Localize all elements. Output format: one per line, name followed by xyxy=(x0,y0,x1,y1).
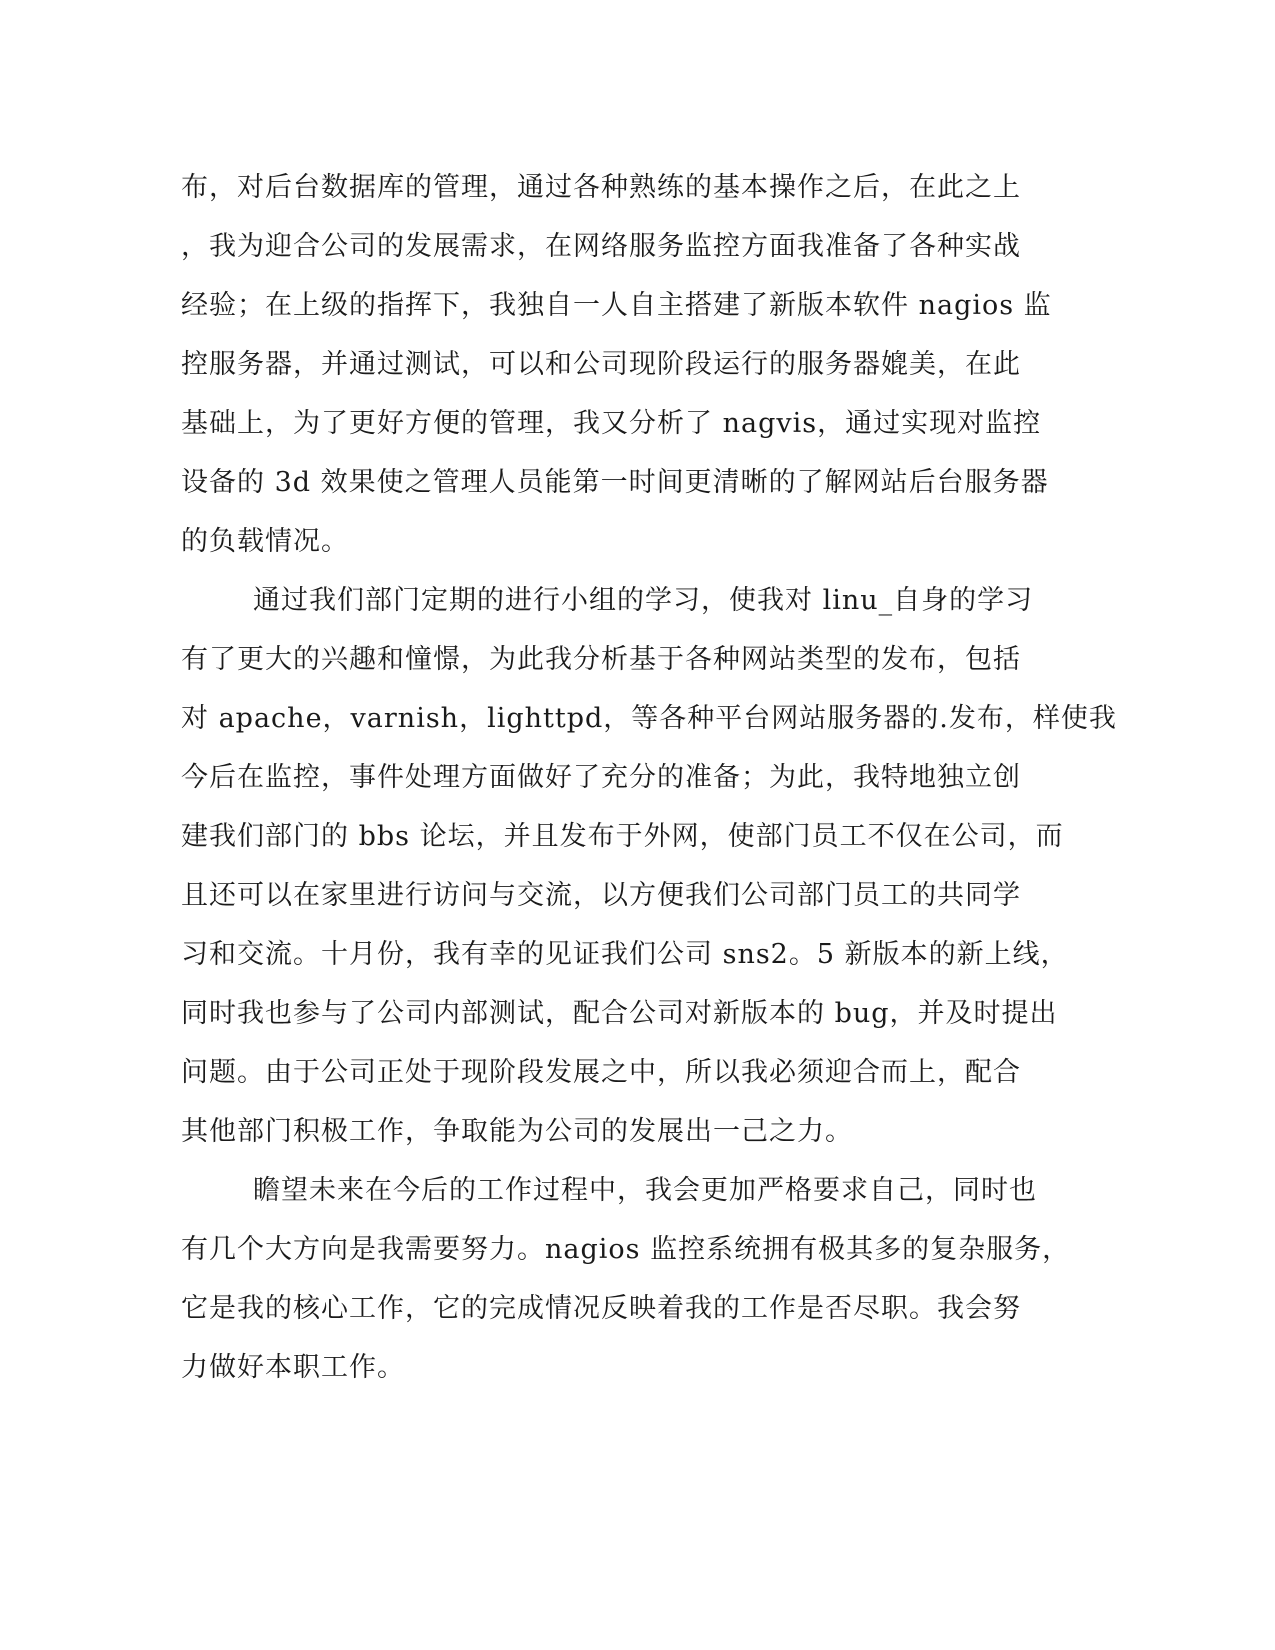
text-line: 布，对后台数据库的管理，通过各种熟练的基本操作之后，在此之上 xyxy=(181,172,1021,203)
body-text xyxy=(181,158,1117,1397)
text-line: 经验；在上级的指挥下，我独自一人自主搭建了新版本软件 nagios 监 xyxy=(181,290,1052,321)
text-line: 设备的 3d 效果使之管理人员能第一时间更清晰的了解网站后台服务器 xyxy=(181,467,1049,498)
text-line: 建我们部门的 bbs 论坛，并且发布于外网，使部门员工不仅在公司，而 xyxy=(181,821,1064,852)
text-line: 的负载情况。 xyxy=(181,526,349,557)
text-line: 对 apache，varnish，lighttpd，等各种平台网站服务器的.发布，样使我 xyxy=(181,703,1117,734)
text-line: 力做好本职工作。 xyxy=(181,1352,405,1383)
paragraph-first-line: 通过我们部门定期的进行小组的学习，使我对 linu_自身的学习 xyxy=(253,585,1034,616)
text-line: 控服务器，并通过测试，可以和公司现阶段运行的服务器媲美，在此 xyxy=(181,349,1021,380)
text-line: ，我为迎合公司的发展需求，在网络服务监控方面我准备了各种实战 xyxy=(181,231,1021,262)
text-line: 其他部门积极工作，争取能为公司的发展出一己之力。 xyxy=(181,1116,853,1147)
text-line: 它是我的核心工作，它的完成情况反映着我的工作是否尽职。我会努 xyxy=(181,1293,1021,1324)
paragraph-first-line: 瞻望未来在今后的工作过程中，我会更加严格要求自己，同时也 xyxy=(253,1175,1037,1206)
text-line: 问题。由于公司正处于现阶段发展之中，所以我必须迎合而上，配合 xyxy=(181,1057,1021,1088)
text-line: 今后在监控，事件处理方面做好了充分的准备；为此，我特地独立创 xyxy=(181,762,1021,793)
text-line: 有了更大的兴趣和憧憬，为此我分析基于各种网站类型的发布，包括 xyxy=(181,644,1021,675)
text-line: 习和交流。十月份，我有幸的见证我们公司 sns2。5 新版本的新上线， xyxy=(181,939,1069,970)
text-line: 基础上，为了更好方便的管理，我又分析了 nagvis，通过实现对监控 xyxy=(181,408,1042,439)
text-line: 有几个大方向是我需要努力。nagios 监控系统拥有极其多的复杂服务， xyxy=(181,1234,1071,1265)
text-line: 同时我也参与了公司内部测试，配合公司对新版本的 bug，并及时提出 xyxy=(181,998,1058,1029)
text-line: 且还可以在家里进行访问与交流，以方便我们公司部门员工的共同学 xyxy=(181,880,1021,911)
